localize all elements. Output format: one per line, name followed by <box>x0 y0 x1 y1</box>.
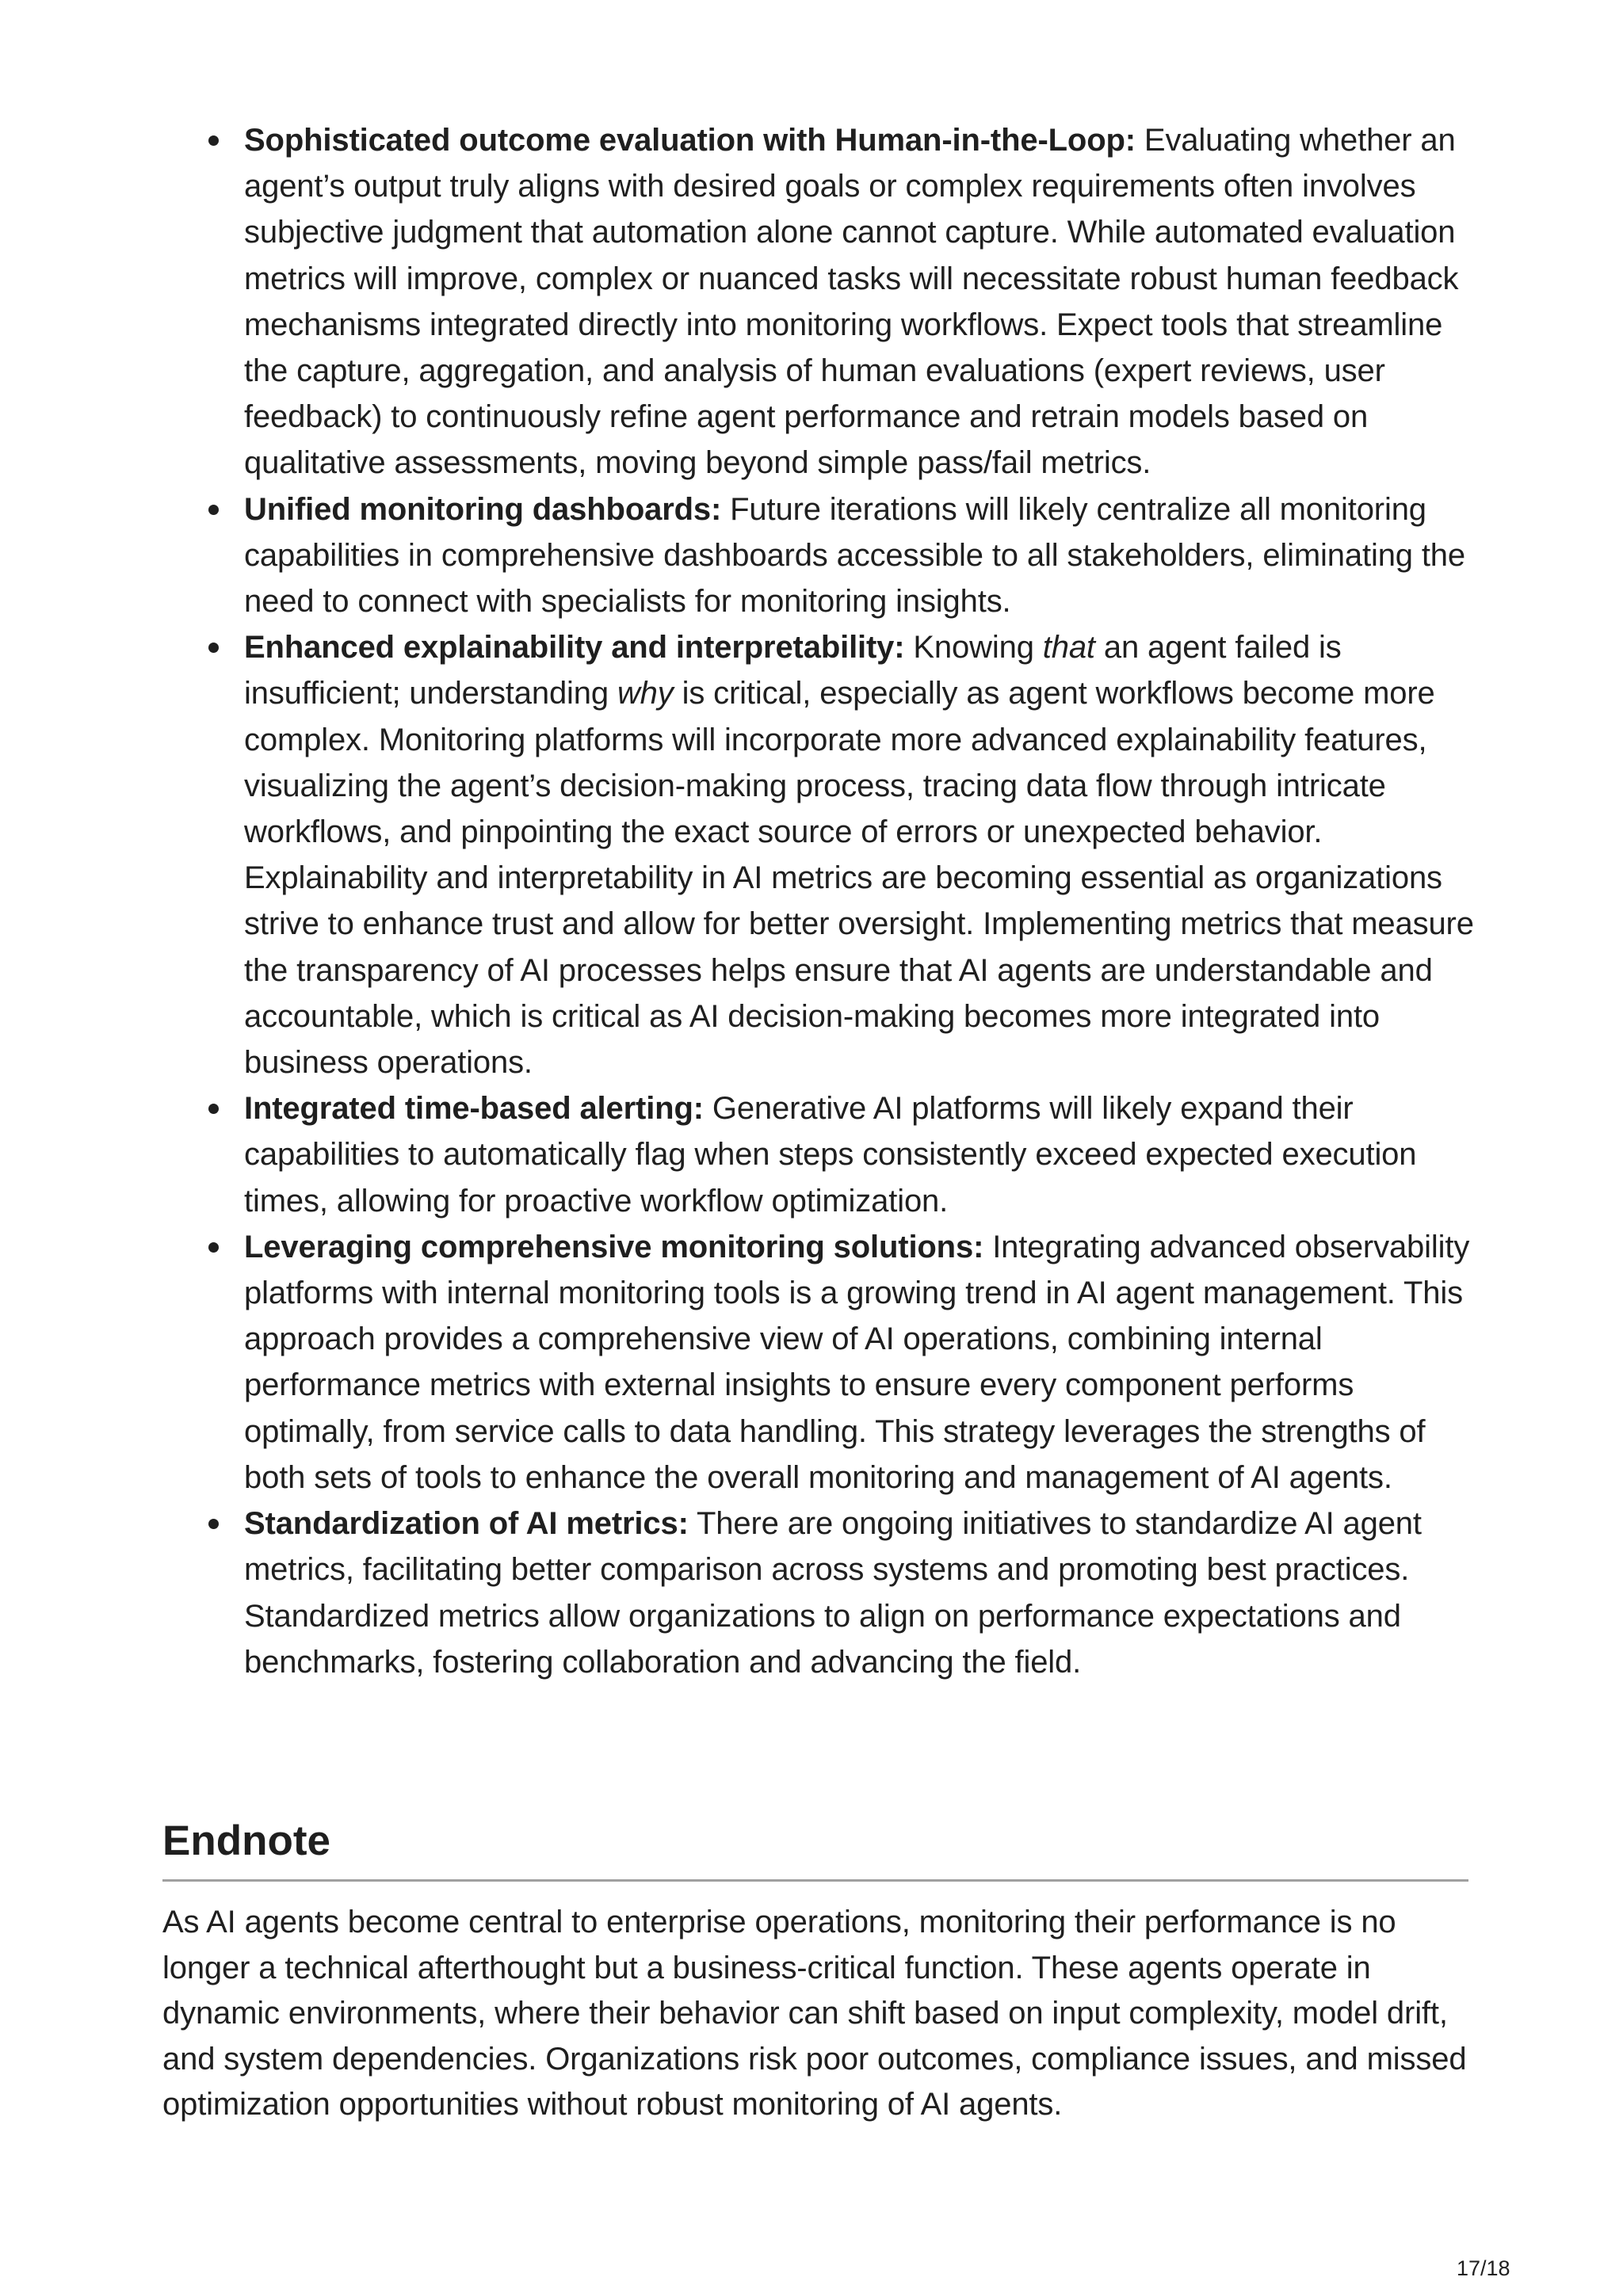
bullet-text: Knowing <box>904 630 1043 666</box>
bullet-dot-icon <box>208 643 219 653</box>
trends-bullet-list <box>0 117 1474 1685</box>
bullet-dot-icon <box>208 1242 219 1253</box>
list-item <box>0 1224 1474 1501</box>
bullet-dot-icon <box>208 505 219 515</box>
bullet-text: Integrating advanced observability platforms with internal monitoring tools is a growing trend in AI agent management. This approach provides a comprehensive view of AI operations, combining internal performance metrics with external insights to ensure every component performs optimally, from service calls to data handling. This strategy leverages the strengths of both sets of tools to enhance the overall monitoring and management of AI agents. <box>244 1229 1470 1495</box>
bullet-emphasis: that <box>1042 630 1095 666</box>
page-number: 17/18 <box>1457 2256 1510 2280</box>
bullet-title: Integrated time-based alerting: <box>244 1091 704 1127</box>
list-item <box>0 117 1474 486</box>
list-item <box>0 1085 1474 1224</box>
bullet-text: is critical, especially as agent workflows become more complex. Monitoring platforms will incorporate more advanced explainability features, visualizing the agent’s decision-making process, tracing data flow through intricate workflows, and pinpointing the exact source of errors or unexpected behavior. Explainability and interpretability in AI metrics are becoming essential as organizations strive to enhance trust and allow for better oversight. Implementing metrics that measure the transparency of AI processes helps ensure that AI agents are understandable and accountable, which is critical as AI decision-making becomes more integrated into business operations. <box>244 676 1474 1081</box>
list-item <box>0 1501 1474 1685</box>
bullet-text: Evaluating whether an agent’s output truly aligns with desired goals or complex requirements often involves subjective judgment that automation alone cannot capture. While automated evaluation metrics will improve, complex or nuanced tasks will necessitate robust human feedback mechanisms integrated directly into monitoring workflows. Expect tools that streamline the capture, aggregation, and analysis of human evaluations (expert reviews, user feedback) to continuously refine agent performance and retrain models based on qualitative assessments, moving beyond simple pass/fail metrics. <box>244 123 1459 481</box>
bullet-title: Enhanced explainability and interpretability: <box>244 630 905 666</box>
bullet-dot-icon <box>208 1519 219 1529</box>
list-item <box>0 624 1474 1085</box>
list-item <box>0 486 1474 625</box>
bullet-emphasis: why <box>617 676 674 711</box>
bullet-dot-icon <box>208 135 219 146</box>
bullet-dot-icon <box>208 1104 219 1114</box>
bullet-text: There are ongoing initiatives to standardize AI agent metrics, facilitating better comparison across systems and promoting best practices. Standardized metrics allow organizations to align on performance expectations and benchmarks, fostering collaboration and advancing the field. <box>244 1506 1422 1680</box>
endnote-paragraph: As AI agents become central to enterprise operations, monitoring their performance is no longer a technical afterthought but a business-critical function. These agents operate in dynamic environments, where their behavior can shift based on input complexity, model drift, and system dependencies. Organizations risk poor outcomes, compliance issues, and missed optimization opportunities without robust monitoring of AI agents. <box>162 1905 1467 2122</box>
bullet-title: Sophisticated outcome evaluation with Human-in-the-Loop: <box>244 123 1136 158</box>
endnote-heading: Endnote <box>162 1817 330 1864</box>
bullet-text: Generative AI platforms will likely expand their capabilities to automatically flag when steps consistently exceed expected execution times, allowing for proactive workflow optimization. <box>244 1091 1417 1219</box>
bullet-text: an agent failed is insufficient; understanding <box>244 630 1342 711</box>
bullet-title: Standardization of AI metrics: <box>244 1506 689 1542</box>
bullet-title: Leveraging comprehensive monitoring solutions: <box>244 1229 984 1264</box>
heading-divider <box>162 1879 1468 1882</box>
bullet-title: Unified monitoring dashboards: <box>244 491 722 527</box>
bullet-text: Future iterations will likely centralize all monitoring capabilities in comprehensive dashboards accessible to all stakeholders, eliminating the need to connect with specialists for monitoring insights. <box>244 491 1465 620</box>
